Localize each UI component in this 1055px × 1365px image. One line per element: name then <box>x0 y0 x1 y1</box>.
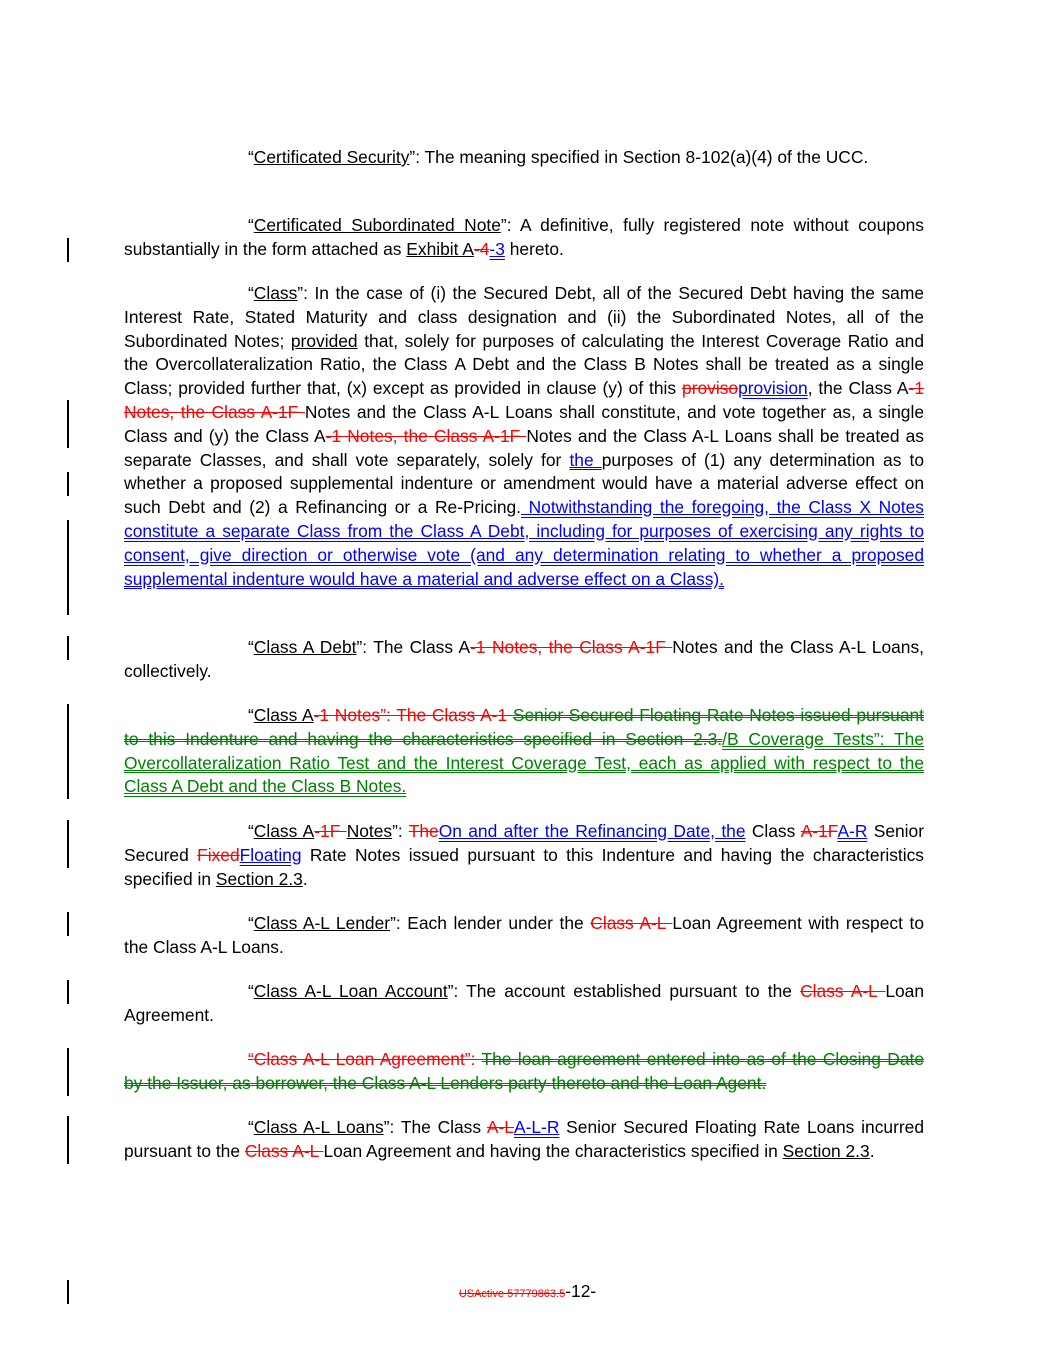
section-reference: Section 2.3 <box>782 1140 870 1161</box>
change-bar <box>67 980 69 1004</box>
deleted-text: Fixed <box>197 844 240 865</box>
defined-term: Notes <box>346 821 393 841</box>
definition-class: “Class”: In the case of (i) the Secured Debt, all of the Secured Debt having the same Interest Rate, Stated Maturity and class designation and (ii) the Subordinated Notes, all of the Subordinated Notes; provided that, solely for purposes of calculating the Interest Coverage Ratio and the Overcollateralization Ratio, the Class A Debt and the Class B Notes shall be treated as a single Class; provided further that, (x) except as provided in clause (y) of this provisoprovision, the Class A-1 Notes, the Class A-1F Notes and the Class A-L Loans shall constitute, and vote together as, a single Class and (y) the Class A-1 Notes, the Class A-1F Notes and the Class A-L Loans shall be treated as separate Classes, and shall vote separately, solely for the purposes of (1) any determination as to whether a proposed supplemental indenture or amendment would have a material adverse effect on such Debt and (2) a Refinancing or a Re-Pricing. Notwithstanding the foregoing, the Class X Notes constitute a separate Class from the Class A Debt, including for purposes of exercising any rights to consent, give direction or otherwise vote (and any determination relating to whether a proposed supplemental indenture would have a material and adverse effect on a Class). <box>124 283 925 589</box>
deleted-text: Class A-L <box>590 913 673 933</box>
defined-term: Certificated Security <box>253 147 410 167</box>
defined-term: Certificated Subordinated Note <box>253 215 501 235</box>
moved-from-text: . <box>717 728 723 749</box>
definition-class-al-loan-account: “Class A-L Loan Account”: The account established pursuant to the Class A-L Loan Agreement. <box>124 981 924 1025</box>
definition-class-al-lender: “Class A-L Lender”: Each lender under the Class A-L Loan Agreement with respect to the Class A-L Loans. <box>124 913 924 957</box>
inserted-text: On and after the Refinancing Date, the <box>438 821 746 841</box>
change-bar <box>67 520 69 615</box>
definition-class-a-notes: “Class A-1F Notes”: TheOn and after the Refinancing Date, the Class A-1FA-R Senior Secured FixedFloating Rate Notes issued pursuant to this Indenture and having the characteristics specified in Section 2.3. <box>124 821 925 889</box>
inserted-text: A-R <box>837 821 868 841</box>
moved-from-text: The loan agreement entered into as of the Closing Date by the Issuer, as borrower, the Class A-L Lenders party thereto and the Loan Agent. <box>124 1049 925 1093</box>
inserted-text: Floating <box>239 844 302 865</box>
deleted-text: A-L <box>486 1117 514 1137</box>
deleted-text: -4 <box>473 238 490 259</box>
deleted-text: A-1F <box>800 821 838 841</box>
definition-certificated-subordinated-note: “Certificated Subordinated Note”: A definitive, fully registered note without coupons substantially in the form attached as Exhibit A-4-3 hereto. <box>124 215 924 259</box>
deleted-text: “ <box>248 1049 254 1069</box>
document-id: USActive 57779863.5 <box>458 1288 566 1300</box>
definition-class-a-debt: “Class A Debt”: The Class A-1 Notes, the Class A-1F Notes and the Class A-L Loans, collectively. <box>124 637 924 681</box>
change-bar <box>67 1048 69 1096</box>
moved-from-text: Section 2.3 <box>625 728 718 749</box>
change-bar <box>67 472 69 496</box>
inserted-text: Notwithstanding the foregoing, the Class X Notes constitute a separate Class from the Class A Debt, including for purposes of exercising any rights to consent, give direction or otherwise vote (and any determination relating to whether a proposed supplemental indenture would have a material and adverse effect on a Class). <box>124 497 924 589</box>
defined-term: Class A-L Loan Account <box>253 981 448 1001</box>
definition-class-al-loans: “Class A-L Loans”: The Class A-LA-L-R Senior Secured Floating Rate Loans incurred pursuant to the Class A-L Loan Agreement and having the characteristics specified in Section 2.3. <box>124 1117 925 1161</box>
defined-term: Class A Debt <box>253 637 357 657</box>
deleted-text: -1F <box>314 821 347 841</box>
change-bar <box>67 400 69 448</box>
inserted-text: A-L-R <box>513 1117 560 1137</box>
change-bar <box>67 704 69 799</box>
deleted-text: Class A-L <box>244 1140 324 1161</box>
deleted-text: -1 Notes, the Class A-1F <box>325 425 527 446</box>
deleted-text: -1 Notes, the Class A-1F <box>470 637 673 657</box>
deleted-text: -1 Notes, the Class A-1F <box>124 378 924 422</box>
change-bar <box>67 238 69 262</box>
definition-class-a-b-coverage-tests: “Class A-1 Notes”: The Class A-1 Senior Secured Floating Rate Notes issued pursuant to this Indenture and having the characteristics specified in Section 2.3./B Coverage Tests”: The Overcollateralization Ratio Test and the Interest Coverage Test, each as applied with respect to the Class A Debt and the Class B Notes. <box>124 705 925 797</box>
page-footer <box>0 1281 1055 1302</box>
definition-certificated-security: “Certificated Security”: The meaning specified in Section 8-102(a)(4) of the UCC. <box>248 147 869 167</box>
change-bar <box>67 1116 69 1164</box>
change-bar <box>67 912 69 936</box>
section-reference: Section 2.3 <box>215 868 303 889</box>
definition-class-al-loan-agreement <box>124 1048 924 1096</box>
deleted-text: Class A-L <box>800 981 886 1001</box>
deleted-text: -1 Notes”: The Class A-1 <box>313 705 513 725</box>
inserted-text: -3 <box>489 238 505 259</box>
inserted-text: the <box>569 449 602 470</box>
deleted-text: proviso <box>682 378 739 399</box>
deleted-defined-term: Class A-L Loan Agreement <box>253 1049 465 1069</box>
moved-from-text: Senior Secured Floating Rate Notes issued pursuant to this Indenture and having the characteristics specified in <box>124 705 925 749</box>
defined-term: Class <box>253 283 298 303</box>
change-bar <box>67 636 69 660</box>
exhibit-reference: Exhibit A <box>406 238 474 259</box>
change-bar <box>67 820 69 868</box>
inserted-text: provision <box>738 378 808 399</box>
deleted-text: ”: <box>464 1049 482 1069</box>
page-number: -12- <box>565 1281 597 1301</box>
deleted-text: The <box>408 821 439 841</box>
defined-term: Class A-L Loans <box>253 1117 384 1137</box>
defined-term: Class A <box>253 705 314 725</box>
defined-term: Class A <box>253 821 315 841</box>
moved-to-text: /B Coverage Tests”: The Overcollateralization Ratio Test and the Interest Coverage Test, each as applied with respect to the Class A Debt and the Class B Notes. <box>124 728 924 797</box>
proviso-term: provided <box>290 330 358 351</box>
defined-term: Class A-L Lender <box>253 913 391 933</box>
